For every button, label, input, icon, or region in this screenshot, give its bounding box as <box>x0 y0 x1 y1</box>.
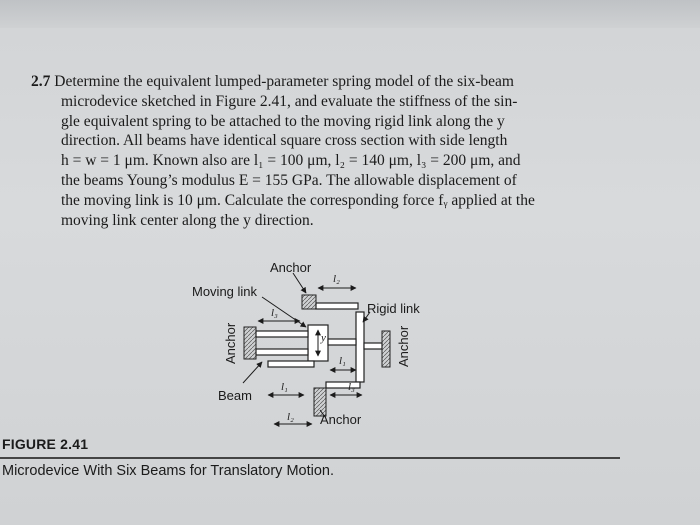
dim-l2-top-label: l₂ <box>333 273 340 285</box>
problem-text-line: h = w = 1 μm. Known also are l₁ = 100 μm, l₂ = 140 μm, l₃ = 200 μm, and <box>61 152 521 170</box>
beam-mid-right <box>328 339 356 345</box>
dim-l2-bottom-label: l₂ <box>287 411 294 423</box>
anchor-bottom-label: Anchor <box>320 412 362 427</box>
problem-text-line: gle equivalent spring to be attached to the moving rigid link along the y <box>61 112 505 130</box>
right-anchor-block <box>382 331 390 367</box>
beam-top <box>316 303 358 309</box>
anchor-top-leader <box>293 273 306 293</box>
figure-caption-text: Microdevice With Six Beams for Translatory Motion. <box>2 463 334 479</box>
dim-l1-a-label: l₁ <box>339 355 346 367</box>
caption-divider <box>0 457 620 459</box>
dim-l3-b-label: l₃ <box>348 381 355 393</box>
rigid-link-block <box>356 312 364 382</box>
figure-caption-title: FIGURE 2.41 <box>2 436 89 452</box>
dim-l3-a-label: l₃ <box>271 307 278 319</box>
left-anchor-block <box>244 327 256 359</box>
moving-link-label: Moving link <box>192 284 258 299</box>
beam-bottom <box>326 382 360 388</box>
problem-number: 2.7 <box>31 73 51 90</box>
beam-label: Beam <box>218 388 252 403</box>
moving-link-leader <box>262 297 306 327</box>
beam-right <box>364 343 382 349</box>
beam-lower-left <box>268 361 314 367</box>
y-dimension-label: y <box>321 332 326 344</box>
top-anchor-block <box>302 295 316 309</box>
beam-leader <box>243 362 262 383</box>
problem-text-line: Determine the equivalent lumped-parameter spring model of the six-beam <box>54 73 514 90</box>
problem-text-line: direction. All beams have identical square cross section with side length <box>61 132 508 150</box>
problem-text-line: microdevice sketched in Figure 2.41, and evaluate the stiffness of the sin- <box>61 92 518 110</box>
anchor-top-label: Anchor <box>270 260 312 275</box>
anchor-right-label: Anchor <box>396 325 411 367</box>
anchor-left-label: Anchor <box>223 322 238 364</box>
problem-text-line: the moving link is 10 μm. Calculate the corresponding force fᵧ applied at the <box>61 191 535 209</box>
beam-left-top <box>256 331 308 337</box>
dim-l1-b-label: l₁ <box>281 381 288 393</box>
rigid-link-label: Rigid link <box>367 301 420 316</box>
problem-text-line: the beams Young’s modulus E = 155 GPa. The allowable displacement of <box>61 171 517 189</box>
beam-left-bottom <box>256 349 308 355</box>
problem-text-line: moving link center along the y direction. <box>61 211 314 229</box>
